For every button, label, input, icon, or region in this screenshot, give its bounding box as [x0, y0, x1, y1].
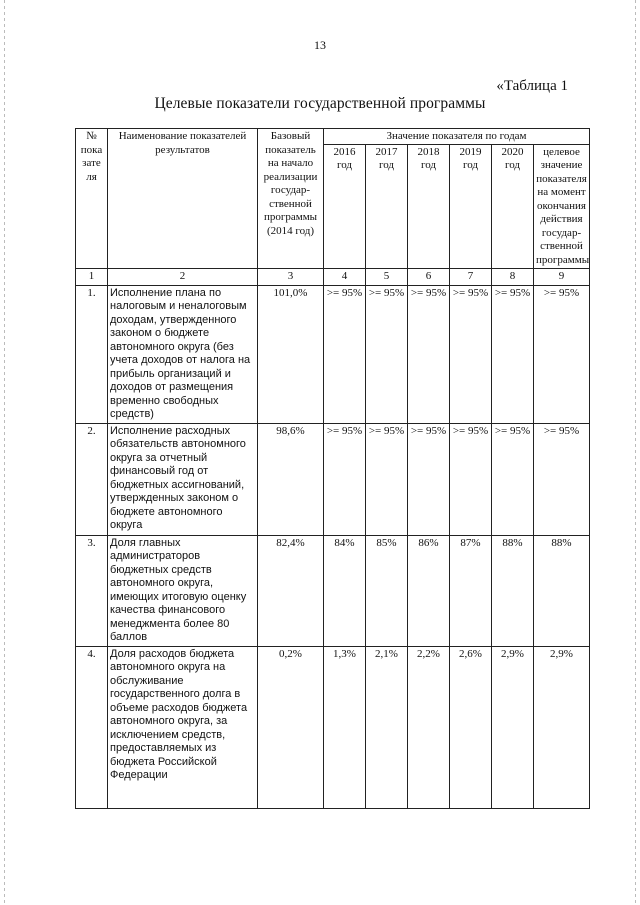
value-2016: >= 95%	[324, 423, 366, 535]
page-number: 13	[314, 38, 326, 52]
index-cell: 1	[76, 269, 108, 286]
value-2017: >= 95%	[366, 423, 408, 535]
table-row	[76, 423, 590, 535]
index-cell: 6	[408, 269, 450, 286]
header-year-2017: 2017 год	[366, 144, 408, 269]
table-row	[76, 285, 590, 423]
header-base: Базовый показатель на начало реализации государ-ственной программы (2014 год)	[258, 129, 324, 269]
index-cell: 2	[108, 269, 258, 286]
scan-edge-right	[635, 0, 636, 905]
value-2018: 86%	[408, 535, 450, 646]
row-number: 2.	[76, 423, 108, 535]
value-2020: 88%	[492, 535, 534, 646]
value-2019: 87%	[450, 535, 492, 646]
header-year-2016: 2016 год	[324, 144, 366, 269]
document-title: Целевые показатели государственной программы	[154, 95, 486, 112]
base-value: 98,6%	[258, 423, 324, 535]
header-num: № пока зате ля	[76, 129, 108, 269]
value-2020: 2,9%	[492, 646, 534, 808]
value-2016: 1,3%	[324, 646, 366, 808]
index-cell: 5	[366, 269, 408, 286]
header-row-1	[76, 129, 590, 145]
base-value: 101,0%	[258, 285, 324, 423]
indicator-name: Исполнение расходных обязательств автономного округа за отчетный финансовый год от бюджетных ассигнований, утвержденных законом о бюджете автономного округа	[108, 423, 258, 535]
base-value: 0,2%	[258, 646, 324, 808]
header-year-2018: 2018 год	[408, 144, 450, 269]
header-year-2020: 2020 год	[492, 144, 534, 269]
value-2017: 2,1%	[366, 646, 408, 808]
header-target: целевое значение показателя на момент окончания действия государ-ственной программы	[534, 144, 590, 269]
target-value: >= 95%	[534, 285, 590, 423]
scan-edge-left	[4, 0, 5, 905]
value-2017: 85%	[366, 535, 408, 646]
indicator-name: Доля расходов бюджета автономного округа на обслуживание государственного долга в объеме расходов бюджета автономного округа, за исключением средств, предоставляемых из бюджета Российской Федерации	[108, 646, 258, 808]
base-value: 82,4%	[258, 535, 324, 646]
target-value: 88%	[534, 535, 590, 646]
row-number: 3.	[76, 535, 108, 646]
index-cell: 8	[492, 269, 534, 286]
row-number: 4.	[76, 646, 108, 808]
index-cell: 3	[258, 269, 324, 286]
value-2020: >= 95%	[492, 423, 534, 535]
value-2019: >= 95%	[450, 285, 492, 423]
value-2017: >= 95%	[366, 285, 408, 423]
value-2018: >= 95%	[408, 423, 450, 535]
value-2018: >= 95%	[408, 285, 450, 423]
table-reference: «Таблица 1	[496, 78, 568, 94]
value-2016: >= 95%	[324, 285, 366, 423]
indicator-name: Доля главных администраторов бюджетных средств автономного округа, имеющих итоговую оценку качества финансового менеджмента более 80 баллов	[108, 535, 258, 646]
index-cell: 9	[534, 269, 590, 286]
header-year-2019: 2019 год	[450, 144, 492, 269]
indicators-table	[75, 128, 590, 809]
target-value: 2,9%	[534, 646, 590, 808]
table-row	[76, 535, 590, 646]
row-number: 1.	[76, 285, 108, 423]
table-row	[76, 646, 590, 808]
value-2019: 2,6%	[450, 646, 492, 808]
value-2016: 84%	[324, 535, 366, 646]
target-value: >= 95%	[534, 423, 590, 535]
header-years-group: Значение показателя по годам	[324, 129, 590, 145]
index-cell: 4	[324, 269, 366, 286]
header-name: Наименование показателей результатов	[108, 129, 258, 269]
value-2020: >= 95%	[492, 285, 534, 423]
value-2019: >= 95%	[450, 423, 492, 535]
value-2018: 2,2%	[408, 646, 450, 808]
index-cell: 7	[450, 269, 492, 286]
indicator-name: Исполнение плана по налоговым и неналоговым доходам, утвержденного законом о бюджете автономного округа (без учета доходов от налога на прибыль организаций и доходов от размещения временно свободных средств)	[108, 285, 258, 423]
column-index-row	[76, 269, 590, 286]
